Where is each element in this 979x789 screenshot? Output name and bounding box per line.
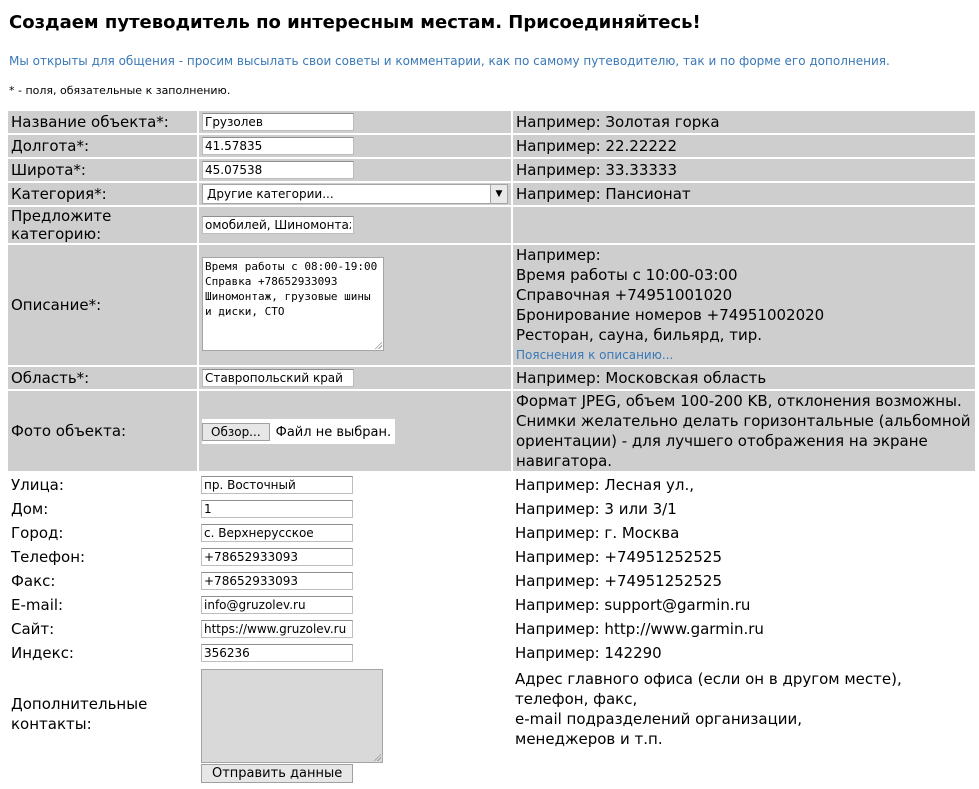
index-hint: Например: 142290: [512, 641, 975, 665]
row-longitude: [8, 134, 975, 158]
site-hint: Например: http://www.garmin.ru: [512, 617, 975, 641]
extra-contacts-hint-line: телефон, факс,: [515, 690, 638, 708]
photo-hint-line: ориентации) - для лучшего отображения на экране: [516, 432, 928, 450]
longitude-hint: Например: 22.22222: [512, 134, 975, 158]
row-city: [8, 521, 975, 545]
description-textarea[interactable]: [202, 257, 384, 351]
region-hint: Например: Московская область: [512, 366, 975, 390]
email-input[interactable]: [201, 596, 353, 614]
email-label: E-mail:: [8, 593, 198, 617]
page-title: Создаем путеводитель по интересным местам. Присоединяйтесь!: [9, 12, 701, 33]
browse-button[interactable]: Обзор...: [202, 423, 270, 441]
photo-hint-line: навигатора.: [516, 452, 613, 470]
extra-contacts-hint-line: менеджеров и т.п.: [515, 730, 663, 748]
description-text: Время работы с 08:00-19:00 Справка +78652933093 Шиномонтаж, грузовые шины и диски, СТО: [205, 260, 378, 318]
fax-input[interactable]: [201, 572, 353, 590]
row-extra-contacts: [8, 665, 975, 763]
phone-hint: Например: +74951252525: [512, 545, 975, 569]
row-photo: [8, 390, 975, 472]
name-input[interactable]: [202, 113, 354, 131]
row-latitude: [8, 158, 975, 182]
description-help-link[interactable]: Пояснения к описанию...: [516, 348, 674, 362]
category-label: Категория*:: [8, 182, 198, 206]
category-select[interactable]: [202, 184, 508, 204]
row-phone: [8, 545, 975, 569]
extra-contacts-hint: [512, 665, 975, 763]
extra-contacts-hint-line: e-mail подразделений организации,: [515, 710, 803, 728]
house-hint: Например: 3 или 3/1: [512, 497, 975, 521]
description-hint-line: Справочная +74951001020: [516, 286, 733, 304]
required-note: * - поля, обязательные к заполнению.: [9, 84, 231, 97]
city-input[interactable]: [201, 524, 353, 542]
row-submit: [8, 763, 975, 789]
latitude-label: Широта*:: [8, 158, 198, 182]
fax-hint: Например: +74951252525: [512, 569, 975, 593]
row-index: [8, 641, 975, 665]
category-selected-value: Другие категории...: [207, 187, 334, 201]
photo-label: Фото объекта:: [8, 390, 198, 472]
description-hint-line: Время работы с 10:00-03:00: [516, 266, 738, 284]
resize-grip-icon[interactable]: [374, 341, 382, 349]
submit-button[interactable]: Отправить данные: [201, 764, 353, 783]
suggest-category-hint: [512, 206, 975, 244]
dropdown-arrow-icon[interactable]: ▼: [490, 185, 507, 203]
poi-form: [8, 111, 975, 789]
photo-hint-line: Снимки желательно делать горизонтальные (альбомной: [516, 412, 971, 430]
file-status: Файл не выбран.: [275, 424, 392, 440]
phone-label: Телефон:: [8, 545, 198, 569]
index-label: Индекс:: [8, 641, 198, 665]
row-email: [8, 593, 975, 617]
phone-input[interactable]: [201, 548, 353, 566]
street-label: Улица:: [8, 472, 198, 497]
longitude-label: Долгота*:: [8, 134, 198, 158]
email-hint: Например: support@garmin.ru: [512, 593, 975, 617]
extra-contacts-label-line: контакты:: [11, 715, 92, 733]
photo-hint: [512, 390, 975, 472]
row-house: [8, 497, 975, 521]
suggest-category-label: Предложите категорию:: [8, 206, 198, 244]
description-label: Описание*:: [8, 244, 198, 366]
intro-text: Мы открыты для общения - просим высылать свои советы и комментарии, как по самому путеводителю, так и по форме его дополнения.: [9, 54, 890, 68]
extra-contacts-label-line: Дополнительные: [11, 695, 148, 713]
city-hint: Например: г. Москва: [512, 521, 975, 545]
site-label: Сайт:: [8, 617, 198, 641]
fax-label: Факс:: [8, 569, 198, 593]
name-label: Название объекта*:: [8, 111, 198, 134]
extra-contacts-label: [8, 665, 198, 763]
row-fax: [8, 569, 975, 593]
description-hint: [512, 244, 975, 366]
category-hint: Например: Пансионат: [512, 182, 975, 206]
street-hint: Например: Лесная ул.,: [512, 472, 975, 497]
latitude-hint: Например: 33.33333: [512, 158, 975, 182]
resize-grip-icon[interactable]: [373, 753, 381, 761]
extra-contacts-hint-line: Адрес главного офиса (если он в другом месте),: [515, 670, 902, 688]
description-hint-line: Бронирование номеров +74951002020: [516, 306, 825, 324]
row-category: [8, 182, 975, 206]
site-input[interactable]: [201, 620, 353, 638]
house-label: Дом:: [8, 497, 198, 521]
latitude-input[interactable]: [202, 161, 354, 179]
index-input[interactable]: [201, 644, 353, 662]
row-suggest-category: [8, 206, 975, 244]
city-label: Город:: [8, 521, 198, 545]
region-input[interactable]: [202, 369, 354, 387]
row-street: [8, 472, 975, 497]
description-hint-line: Например:: [516, 246, 601, 264]
row-region: [8, 366, 975, 390]
row-description: [8, 244, 975, 366]
street-input[interactable]: [201, 476, 353, 494]
region-label: Область*:: [8, 366, 198, 390]
house-input[interactable]: [201, 500, 353, 518]
name-hint: Например: Золотая горка: [512, 111, 975, 134]
longitude-input[interactable]: [202, 137, 354, 155]
suggest-category-input[interactable]: [202, 216, 354, 234]
extra-contacts-textarea[interactable]: [201, 669, 383, 763]
photo-hint-line: Формат JPEG, объем 100-200 KB, отклонения возможны.: [516, 392, 962, 410]
photo-file-input[interactable]: [202, 419, 395, 444]
row-name: [8, 111, 975, 134]
description-hint-line: Ресторан, сауна, бильярд, тир.: [516, 326, 762, 344]
row-site: [8, 617, 975, 641]
